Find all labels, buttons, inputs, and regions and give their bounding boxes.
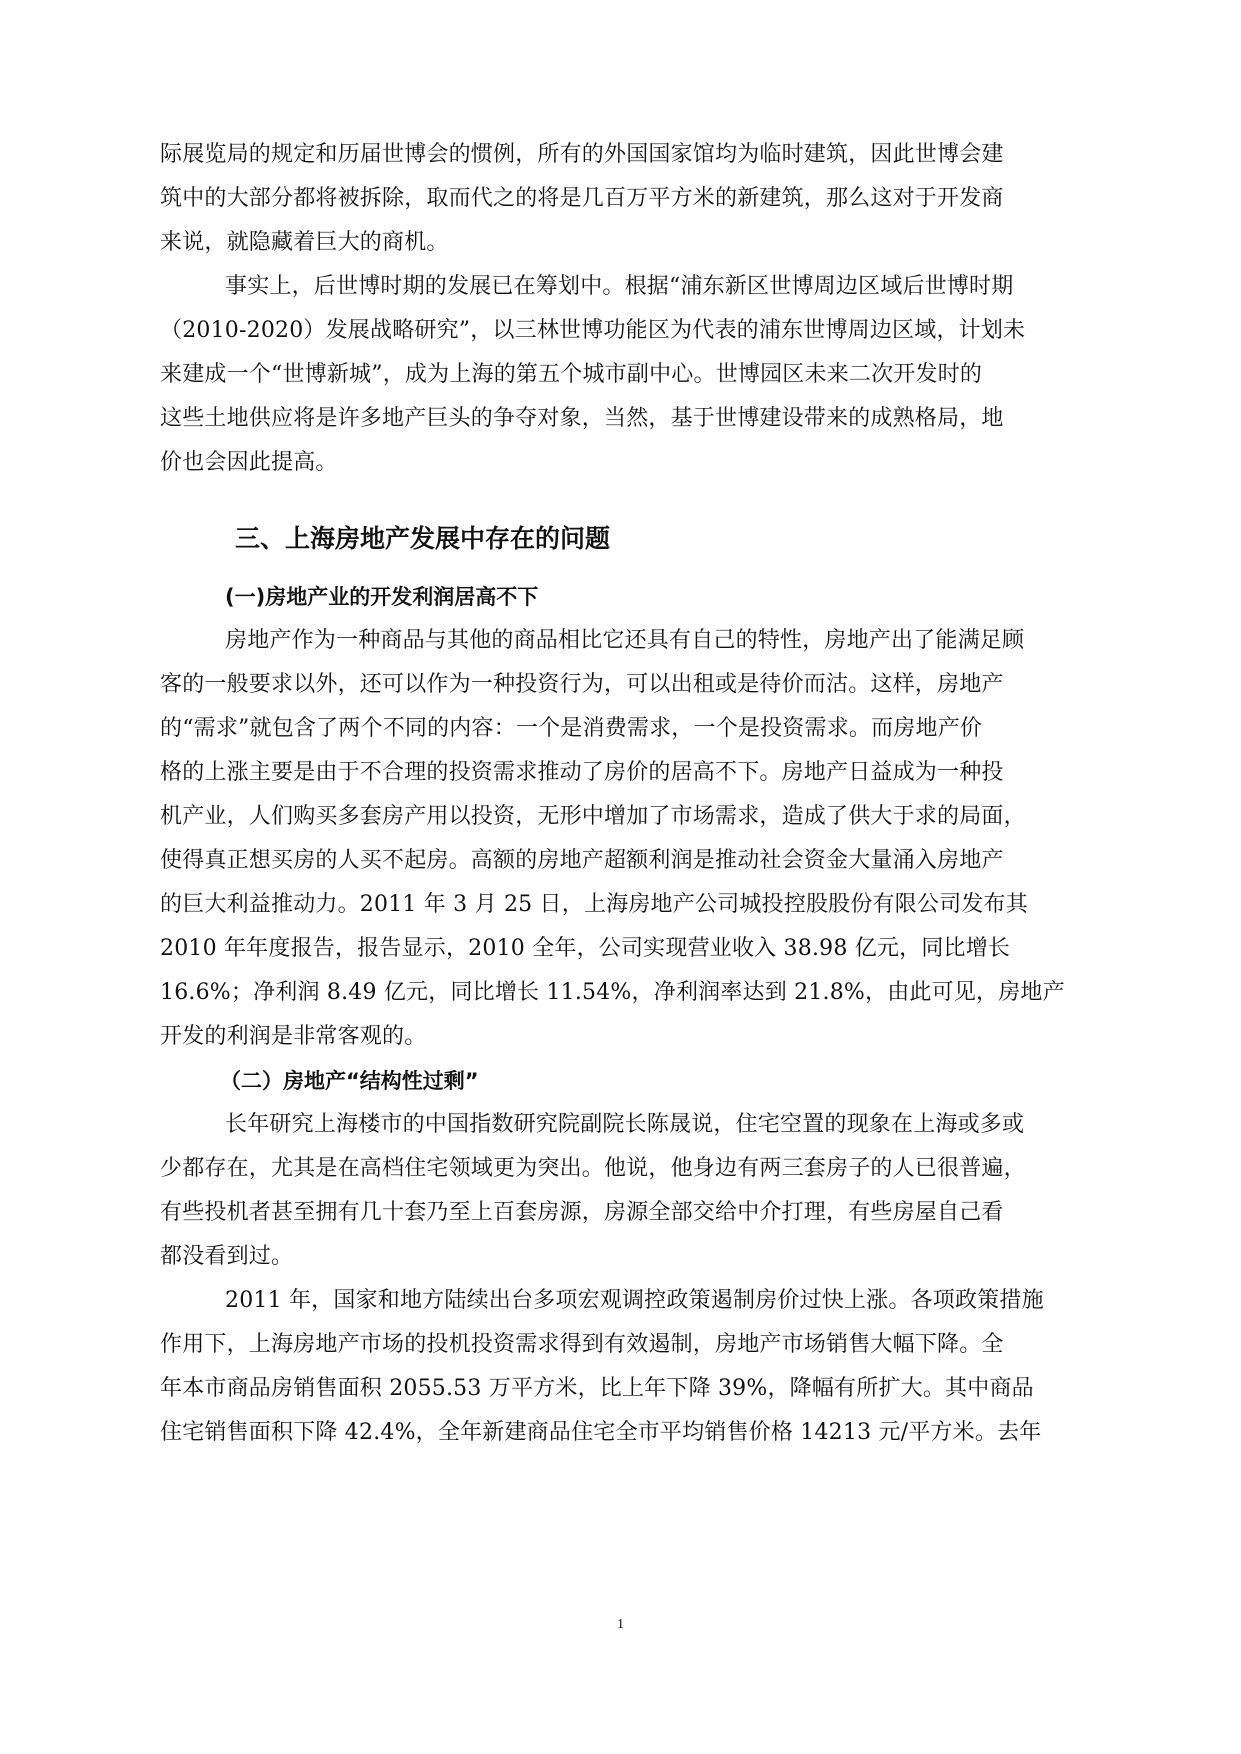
paragraph-line: 际展览局的规定和历届世博会的惯例，所有的外国国家馆均为临时建筑，因此世博会建 [160,142,1004,167]
paragraph-line: 年本市商品房销售面积 2055.53 万平方米，比上年下降 39%，降幅有所扩大。其中商品 [160,1376,1034,1401]
paragraph-line: （2010-2020）发展战略研究”，以三林世博功能区为代表的浦东世博周边区域，计划未 [160,318,1026,343]
paragraph-line: 住宅销售面积下降 42.4%，全年新建商品住宅全市平均销售价格 14213 元/平方米。去年 [160,1420,1042,1445]
paragraph-line: 长年研究上海楼市的中国指数研究院副院长陈晟说，住宅空置的现象在上海或多或 [225,1112,1025,1137]
paragraph-line: 2011 年，国家和地方陆续出台多项宏观调控政策遏制房价过快上涨。各项政策措施 [225,1288,1044,1313]
paragraph-line: 机产业，人们购买多套房产用以投资，无形中增加了市场需求，造成了供大于求的局面， [160,804,1026,829]
paragraph-line: 这些土地供应将是许多地产巨头的争夺对象，当然，基于世博建设带来的成熟格局，地 [160,406,1004,431]
paragraph-line: 有些投机者甚至拥有几十套乃至上百套房源，房源全部交给中介打理，有些房屋自己看 [160,1200,1004,1225]
section-heading: 三、上海房地产发展中存在的问题 [235,524,611,553]
paragraph-line: 都没看到过。 [160,1244,294,1269]
paragraph-line: 少都存在，尤其是在高档住宅领域更为突出。他说，他身边有两三套房子的人已很普遍， [160,1156,1026,1181]
paragraph-line: 来建成一个“世博新城”，成为上海的第五个城市副中心。世博园区未来二次开发时的 [160,362,983,387]
paragraph-line: 价也会因此提高。 [160,450,338,475]
paragraph-line: 的巨大利益推动力。2011 年 3 月 25 日，上海房地产公司城投控股股份有限公司发布其 [160,892,1028,917]
paragraph-line: 来说，就隐藏着巨大的商机。 [160,230,449,255]
paragraph-line: 事实上，后世博时期的发展已在筹划中。根据“浦东新区世博周边区域后世博时期 [225,274,1014,299]
paragraph-line: 2010 年年度报告，报告显示，2010 全年，公司实现营业收入 38.98 亿元，同比增长 [160,936,1011,961]
paragraph-line: 16.6%；净利润 8.49 亿元，同比增长 11.54%，净利润率达到 21.8%，由此可见，房地产 [160,980,1065,1005]
paragraph-line: 开发的利润是非常客观的。 [160,1024,427,1049]
subsection-heading: (一)房地产业的开发利润居高不下 [225,585,539,609]
page-number: 1 [617,1617,624,1632]
paragraph-line: 格的上涨主要是由于不合理的投资需求推动了房价的居高不下。房地产日益成为一种投 [160,760,1004,785]
paragraph-line: 筑中的大部分都将被拆除，取而代之的将是几百万平方米的新建筑，那么这对于开发商 [160,186,1004,211]
paragraph-line: 房地产作为一种商品与其他的商品相比它还具有自己的特性，房地产出了能满足顾 [225,628,1025,653]
paragraph-line: 的“需求”就包含了两个不同的内容：一个是消费需求，一个是投资需求。而房地产价 [160,716,983,741]
paragraph-line: 使得真正想买房的人买不起房。高额的房地产超额利润是推动社会资金大量涌入房地产 [160,848,1004,873]
paragraph-line: 作用下，上海房地产市场的投机投资需求得到有效遏制，房地产市场销售大幅下降。全 [160,1332,1004,1357]
paragraph-line: 客的一般要求以外，还可以作为一种投资行为，可以出租或是待价而沽。这样，房地产 [160,672,1004,697]
subsection-heading: （二）房地产“结构性过剩” [220,1069,479,1093]
